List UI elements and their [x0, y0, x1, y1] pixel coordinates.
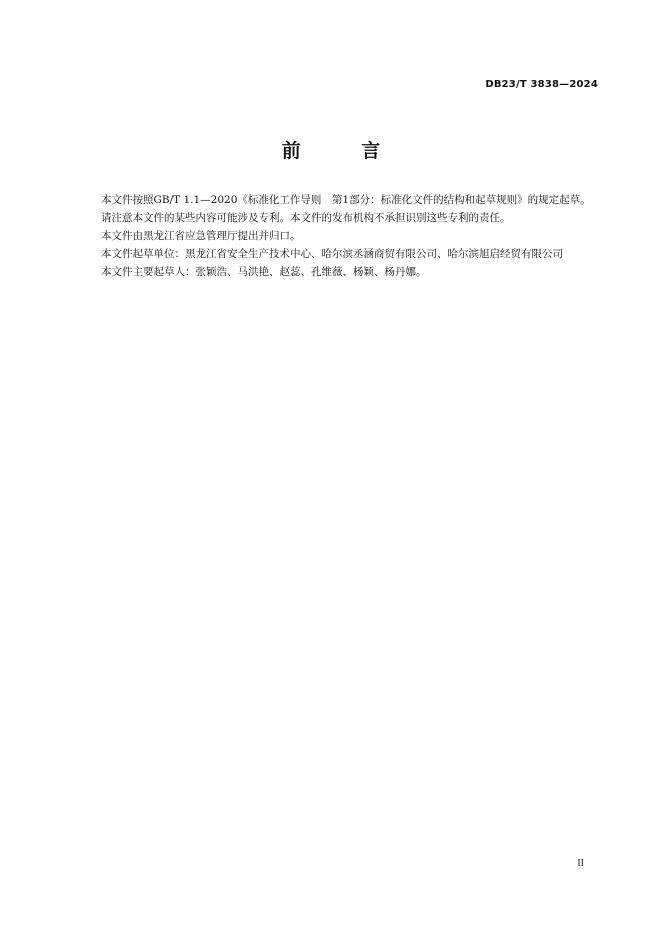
paragraph-proposer: 本文件由黑龙江省应急管理厅提出并归口。: [101, 230, 301, 242]
foreword-body: [80, 191, 602, 281]
document-code: DB23/T 3838—2024: [485, 79, 598, 90]
paragraph-drafters: 本文件主要起草人：张颖浩、马洪艳、赵蕊、孔维薇、杨颖、杨丹娜。: [101, 266, 427, 278]
paragraph-drafting-units: 本文件起草单位：黑龙江省安全生产技术中心、哈尔滨丞涵商贸有限公司、哈尔滨旭启经贸有限公司: [101, 248, 563, 260]
paragraph-drafting-rules: 本文件按照GB/T 1.1—2020《标准化工作导则 第1部分：标准化文件的结构和起草规则》的规定起草。: [101, 194, 591, 206]
paragraph-patent-notice: 请注意本文件的某些内容可能涉及专利。本文件的发布机构不承担识别这些专利的责任。: [101, 212, 511, 224]
page-title: 前 言: [281, 140, 408, 162]
page-number: II: [577, 858, 584, 869]
